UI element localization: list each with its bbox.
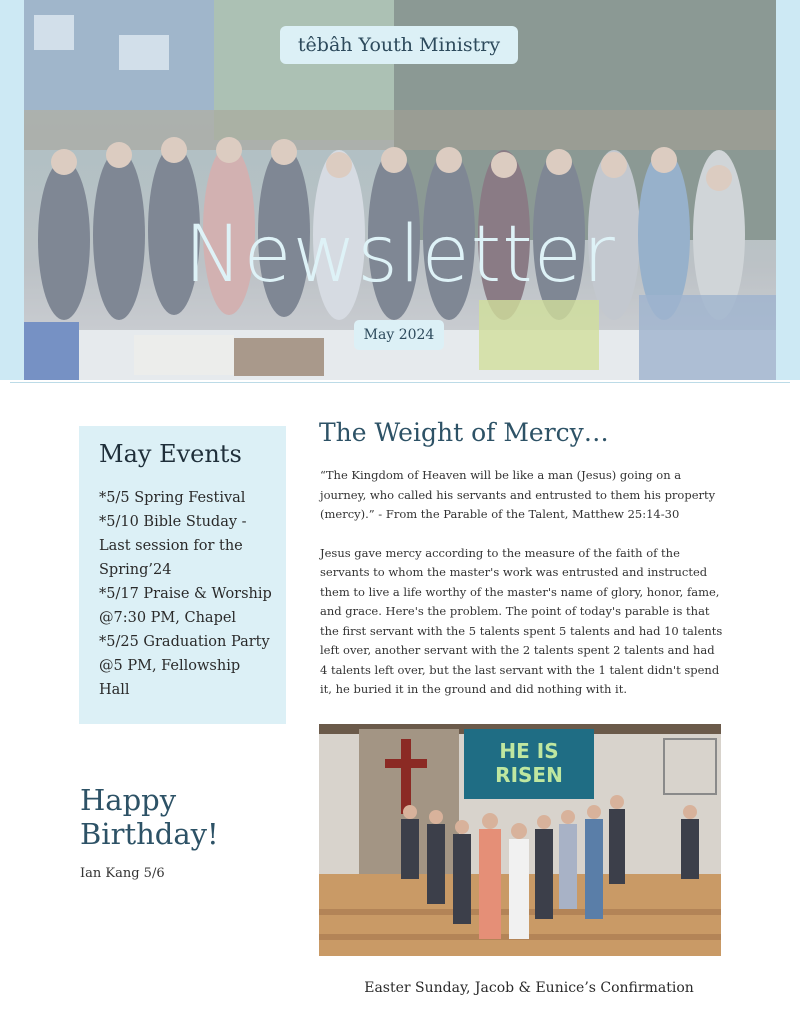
article-title: The Weight of Mercy… bbox=[319, 418, 609, 447]
event-item: *5/17 Praise & Worship @7:30 PM, Chapel bbox=[99, 586, 272, 626]
birthday-heading bbox=[80, 783, 219, 851]
photo-caption: Easter Sunday, Jacob & Eunice’s Confirmation bbox=[364, 980, 694, 996]
left-accent-band bbox=[0, 0, 24, 380]
birthday-heading-line: Happy bbox=[80, 783, 177, 817]
right-accent-band bbox=[776, 0, 800, 380]
event-item: *5/25 Graduation Party @5 PM, Fellowship Hall bbox=[99, 634, 270, 698]
org-name-label: têbâh Youth Ministry bbox=[280, 26, 518, 64]
easter-group-photo bbox=[319, 724, 721, 956]
birthday-heading-line: Birthday! bbox=[80, 817, 219, 851]
article-body bbox=[320, 466, 725, 719]
article-paragraph: “The Kingdom of Heaven will be like a man (Jesus) going on a journey, who called his servants and entrusted to them his property (mercy).” - From the Parable of the Talent, Matthew 25:14-30 bbox=[320, 468, 716, 521]
newsletter-title: Newsletter bbox=[184, 210, 616, 300]
screen-text-line1: HE IS bbox=[499, 739, 559, 763]
screen-text-line2: RISEN bbox=[495, 763, 563, 787]
events-heading: May Events bbox=[99, 440, 242, 468]
birthday-names: Ian Kang 5/6 bbox=[80, 866, 165, 881]
events-panel bbox=[79, 426, 286, 724]
article-paragraph: Jesus gave mercy according to the measure of the faith of the servants to whom the master's work was entrusted and instructed them to live a life worthy of the master's name of glory, honor, fame, and grace. Here's the problem. The point of today's parable is that the first servant with the 5 talents spent 5 talents and had 10 talents left over, another servant with the 2 talents spent 2 talents and had 4 talents left over, but the last servant with the 1 talent didn't spend it, he buried it in the ground and did nothing with it. bbox=[320, 545, 723, 696]
header-divider bbox=[10, 382, 790, 383]
event-item: *5/5 Spring Festival bbox=[99, 490, 246, 506]
issue-date-label: May 2024 bbox=[354, 320, 444, 350]
church-stage-illustration bbox=[319, 724, 721, 956]
event-item: *5/10 Bible Studay - Last session for the Spring’24 bbox=[99, 514, 247, 578]
